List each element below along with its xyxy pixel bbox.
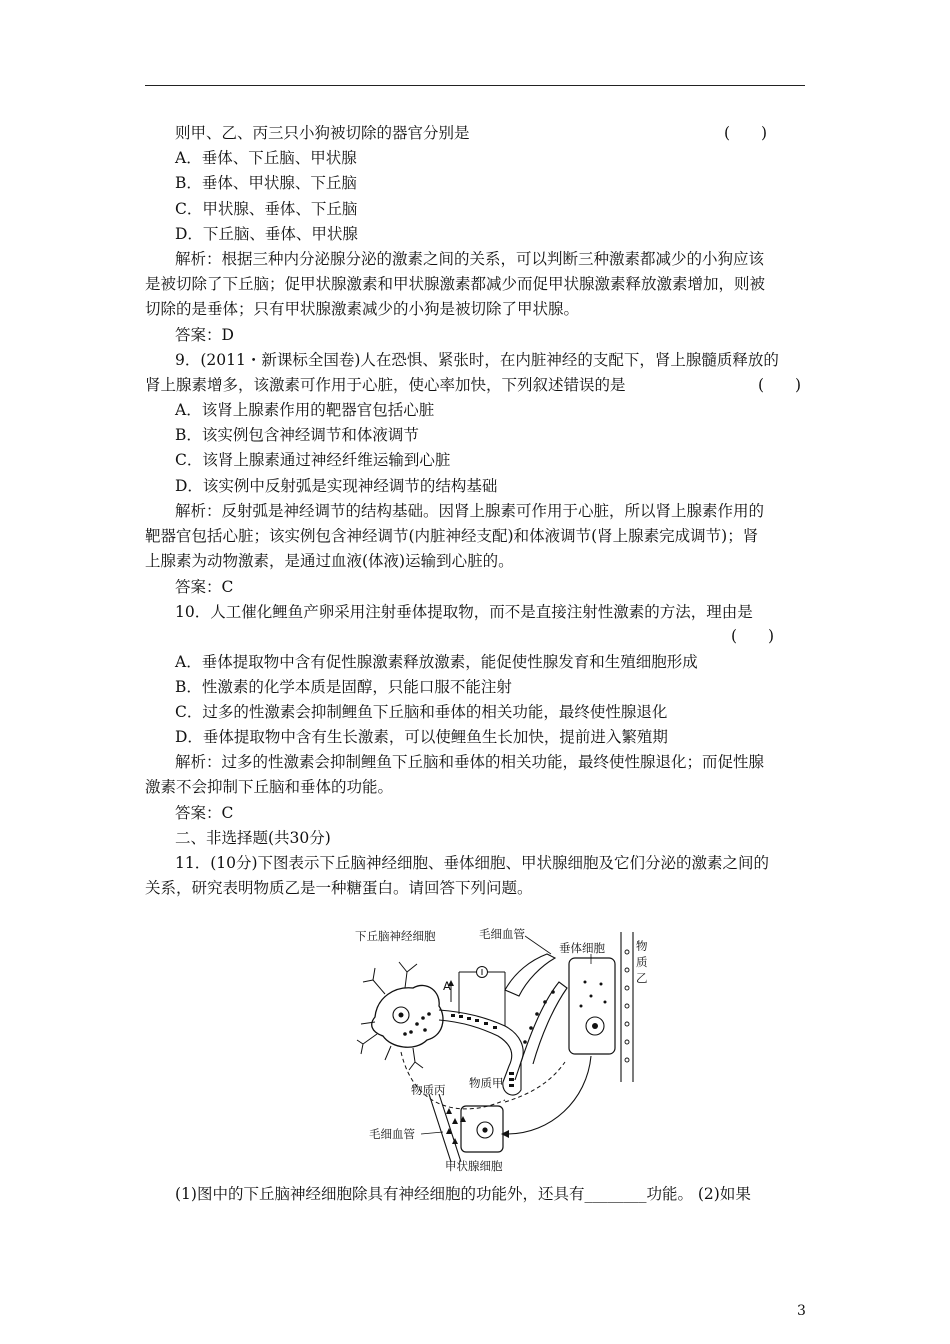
section-heading: 二、非选择题(共30分) [175, 829, 331, 847]
q10-analysis-1: 解析：过多的性激素会抑制鲤鱼下丘脑和垂体的相关功能，最终使性腺退化；而促性腺 [175, 753, 765, 771]
q9-stem-2: 肾上腺素增多，该激素可作用于心脏，使心率加快，下列叙述错误的是 [145, 376, 626, 394]
label-capillary-top: 毛细血管 [479, 927, 525, 941]
q10-answer: 答案：C [175, 804, 234, 822]
q11-sub1: (1)图中的下丘脑神经细胞除具有神经细胞的功能外，还具有________功能。 (2)如果 [175, 1185, 751, 1203]
dendrite-bottom [385, 1046, 423, 1070]
pituitary-cell-outline [569, 958, 615, 1054]
q9-analysis-1: 解析：反射弧是神经调节的结构基础。因肾上腺素可作用于心脏，所以肾上腺素作用的 [175, 502, 765, 520]
q11-stem-2: 关系，研究表明物质乙是一种糖蛋白。请回答下列问题。 [145, 879, 533, 897]
q8-option-a: A．垂体、下丘脑、甲状腺 [175, 149, 357, 167]
q9-answer-paren: ( ) [758, 376, 802, 394]
label-capillary-bottom: 毛细血管 [369, 1127, 415, 1141]
q9-option-c: C．该肾上腺素通过神经纤维运输到心脏 [175, 451, 451, 469]
q10-option-d: D．垂体提取物中含有生长激素，可以使鲤鱼生长加快，提前进入繁殖期 [175, 728, 668, 746]
q8-answer-paren: ( ) [724, 124, 768, 142]
q8-option-d: D．下丘脑、垂体、甲状腺 [175, 225, 358, 243]
header-rule [145, 85, 805, 86]
label-substance-b-1: 物 [636, 939, 648, 953]
q11-stem-1: 11．(10分)下图表示下丘脑神经细胞、垂体细胞、甲状腺细胞及它们分泌的激素之间的 [175, 854, 770, 872]
neuron-vesicles [403, 1012, 431, 1036]
q9-analysis-3: 上腺素为动物激素，是通过血液(体液)运输到心脏的。 [145, 552, 514, 570]
q10-option-b: B．性激素的化学本质是固醇，只能口服不能注射 [175, 678, 512, 696]
q9-option-d: D．该实例中反射弧是实现神经调节的结构基础 [175, 477, 498, 495]
q9-option-a: A．该肾上腺素作用的靶器官包括心脏 [175, 401, 435, 419]
q8-answer: 答案：D [175, 326, 234, 344]
hypothalamus-neuron-body [372, 985, 443, 1047]
feedback-to-pituitary [505, 1062, 565, 1102]
label-substance-b-2: 质 [636, 955, 648, 969]
portal-vessel [521, 982, 567, 1064]
q9-answer: 答案：C [175, 578, 234, 596]
q8-option-c: C．甲状腺、垂体、下丘脑 [175, 200, 358, 218]
hormone-regulation-diagram [355, 922, 648, 1173]
substance-b-granules [625, 950, 629, 1062]
label-thyroid-cell: 甲状腺细胞 [445, 1159, 503, 1173]
label-a: A [443, 979, 451, 993]
label-hypothalamus-neuron: 下丘脑神经细胞 [355, 929, 436, 943]
q10-analysis-2: 激素不会抑制下丘脑和垂体的功能。 [145, 778, 394, 796]
axon-lower-edge [439, 1020, 512, 1082]
capillary-top-vessel [505, 954, 555, 996]
q10-answer-paren: ( ) [731, 627, 775, 645]
q8-analysis-3: 切除的是垂体；只有甲状腺激素减少的小狗是被切除了甲状腺。 [145, 300, 580, 318]
neuron-nucleolus [399, 1013, 404, 1018]
q9-analysis-2: 靶器官包括心脏；该实例包含神经调节(内脏神经支配)和体液调节(肾上腺素完成调节)；肾 [145, 527, 759, 545]
q8-option-b: B．垂体、甲状腺、下丘脑 [175, 174, 357, 192]
capillary-bottom-wall-right [439, 1094, 461, 1162]
q10-stem: 10．人工催化鲤鱼产卵采用注射垂体提取物，而不是直接注射性激素的方法，理由是 [175, 603, 753, 621]
q8-analysis-1: 解析：根据三种内分泌腺分泌的激素之间的关系，可以判断三种激素都减少的小狗应该 [175, 250, 765, 268]
page-number: 3 [797, 1303, 806, 1319]
q10-option-c: C．过多的性激素会抑制鲤鱼下丘脑和垂体的相关功能，最终使性腺退化 [175, 703, 668, 721]
q9-option-b: B．该实例包含神经调节和体液调节 [175, 426, 419, 444]
dendrite-left [357, 1022, 377, 1054]
thyroid-cell-outline [461, 1106, 503, 1152]
dendrite-upper-left [363, 968, 385, 994]
q8-analysis-2: 是被切除了下丘脑；促甲状腺激素和甲状腺激素都减少而促甲状腺激素释放激素增加，则被 [145, 275, 766, 293]
label-pituitary-cell: 垂体细胞 [559, 941, 605, 955]
label-substance-c: 物质丙 [411, 1083, 446, 1097]
label-substance-b-3: 乙 [636, 971, 648, 985]
axon-upper-edge [439, 1010, 523, 1080]
substance-a-granules [509, 1072, 514, 1087]
capillary-bottom-wall-left [429, 1094, 451, 1162]
q9-stem-1: 9．(2011・新课标全国卷)人在恐惧、紧张时，在内脏神经的支配下，肾上腺髓质释放的 [175, 351, 779, 369]
pituitary-granules [580, 981, 607, 1008]
hormone-arrow-head [501, 1130, 509, 1138]
q8-stem: 则甲、乙、丙三只小狗被切除的器官分别是 [175, 124, 470, 142]
q10-option-a: A．垂体提取物中含有促性腺激素释放激素，能促使性腺发育和生殖细胞形成 [175, 653, 698, 671]
dendrite-top [399, 962, 417, 988]
label-substance-a: 物质甲 [469, 1076, 504, 1090]
